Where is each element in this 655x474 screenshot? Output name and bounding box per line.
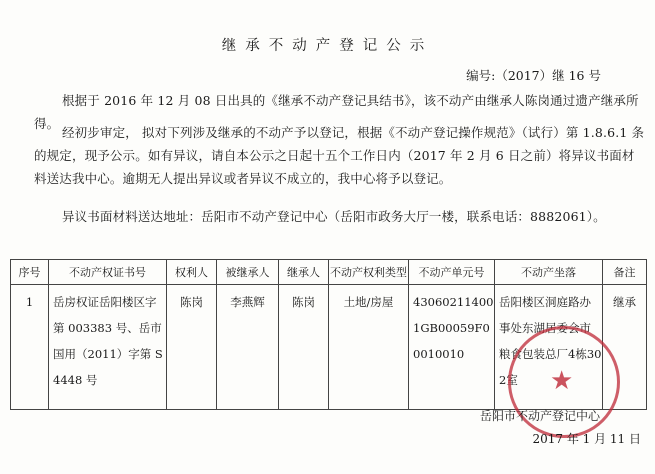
- cell-location: 岳阳楼区洞庭路办事处东湖居委会市粮食包装总厂4栋302室: [495, 285, 603, 410]
- seal-star-icon: ★: [550, 366, 574, 396]
- table-header-row: [11, 260, 647, 285]
- header-owner: 权利人: [167, 260, 217, 285]
- cell-heir: 陈岗: [279, 285, 329, 410]
- paragraph-review: 经初步审定， 拟对下列涉及继承的不动产予以登记，根据《不动产登记操作规范》（试行）第 1.8.6.1 条的规定，现予公示。如有异议，请自本公示之日起十五个工作日内（2017 年 2 月 6 日之前）将异议书面材料送达我中心。逾期无人提出异议或者异议不成立的，我中心将予以登记。: [34, 125, 645, 186]
- paragraph-address: 异议书面材料送达地址：岳阳市不动产登记中心（岳阳市政务大厅一楼，联系电话：8882061）。: [62, 209, 606, 224]
- issuer-name: 岳阳市不动产登记中心: [479, 409, 600, 423]
- cell-cert-no: 岳房权证岳阳楼区字第 003383 号、岳市国用（2011）字第 S4448 号: [49, 285, 167, 410]
- property-table: [10, 259, 647, 410]
- cell-right-type: 土地/房屋: [329, 285, 409, 410]
- cell-decedent: 李燕辉: [217, 285, 279, 410]
- header-right-type: 不动产权利类型: [329, 260, 409, 285]
- cell-index: 1: [11, 285, 49, 410]
- header-location: 不动产坐落: [495, 260, 603, 285]
- cell-unit-no: 430602114001GB00059F00010010: [409, 285, 495, 410]
- table-row: [11, 285, 647, 410]
- issue-date: 2017 年 1 月 11 日: [532, 432, 641, 446]
- document-title: 继承不动产登记公示: [221, 38, 434, 54]
- paragraph-basis: 根据于 2016 年 12 月 08 日出具的《继承不动产登记具结书》，该不动产由继承人陈岗通过遗产继承所得。: [34, 93, 639, 131]
- header-decedent: 被继承人: [217, 260, 279, 285]
- header-remark: 备注: [603, 260, 647, 285]
- header-cert-no: 不动产权证书号: [49, 260, 167, 285]
- header-unit-no: 不动产单元号: [409, 260, 495, 285]
- cell-remark: 继承: [603, 285, 647, 410]
- header-index: 序号: [11, 260, 49, 285]
- document-number: 编号:（2017）继 16 号: [466, 68, 601, 83]
- header-heir: 继承人: [279, 260, 329, 285]
- cell-owner: 陈岗: [167, 285, 217, 410]
